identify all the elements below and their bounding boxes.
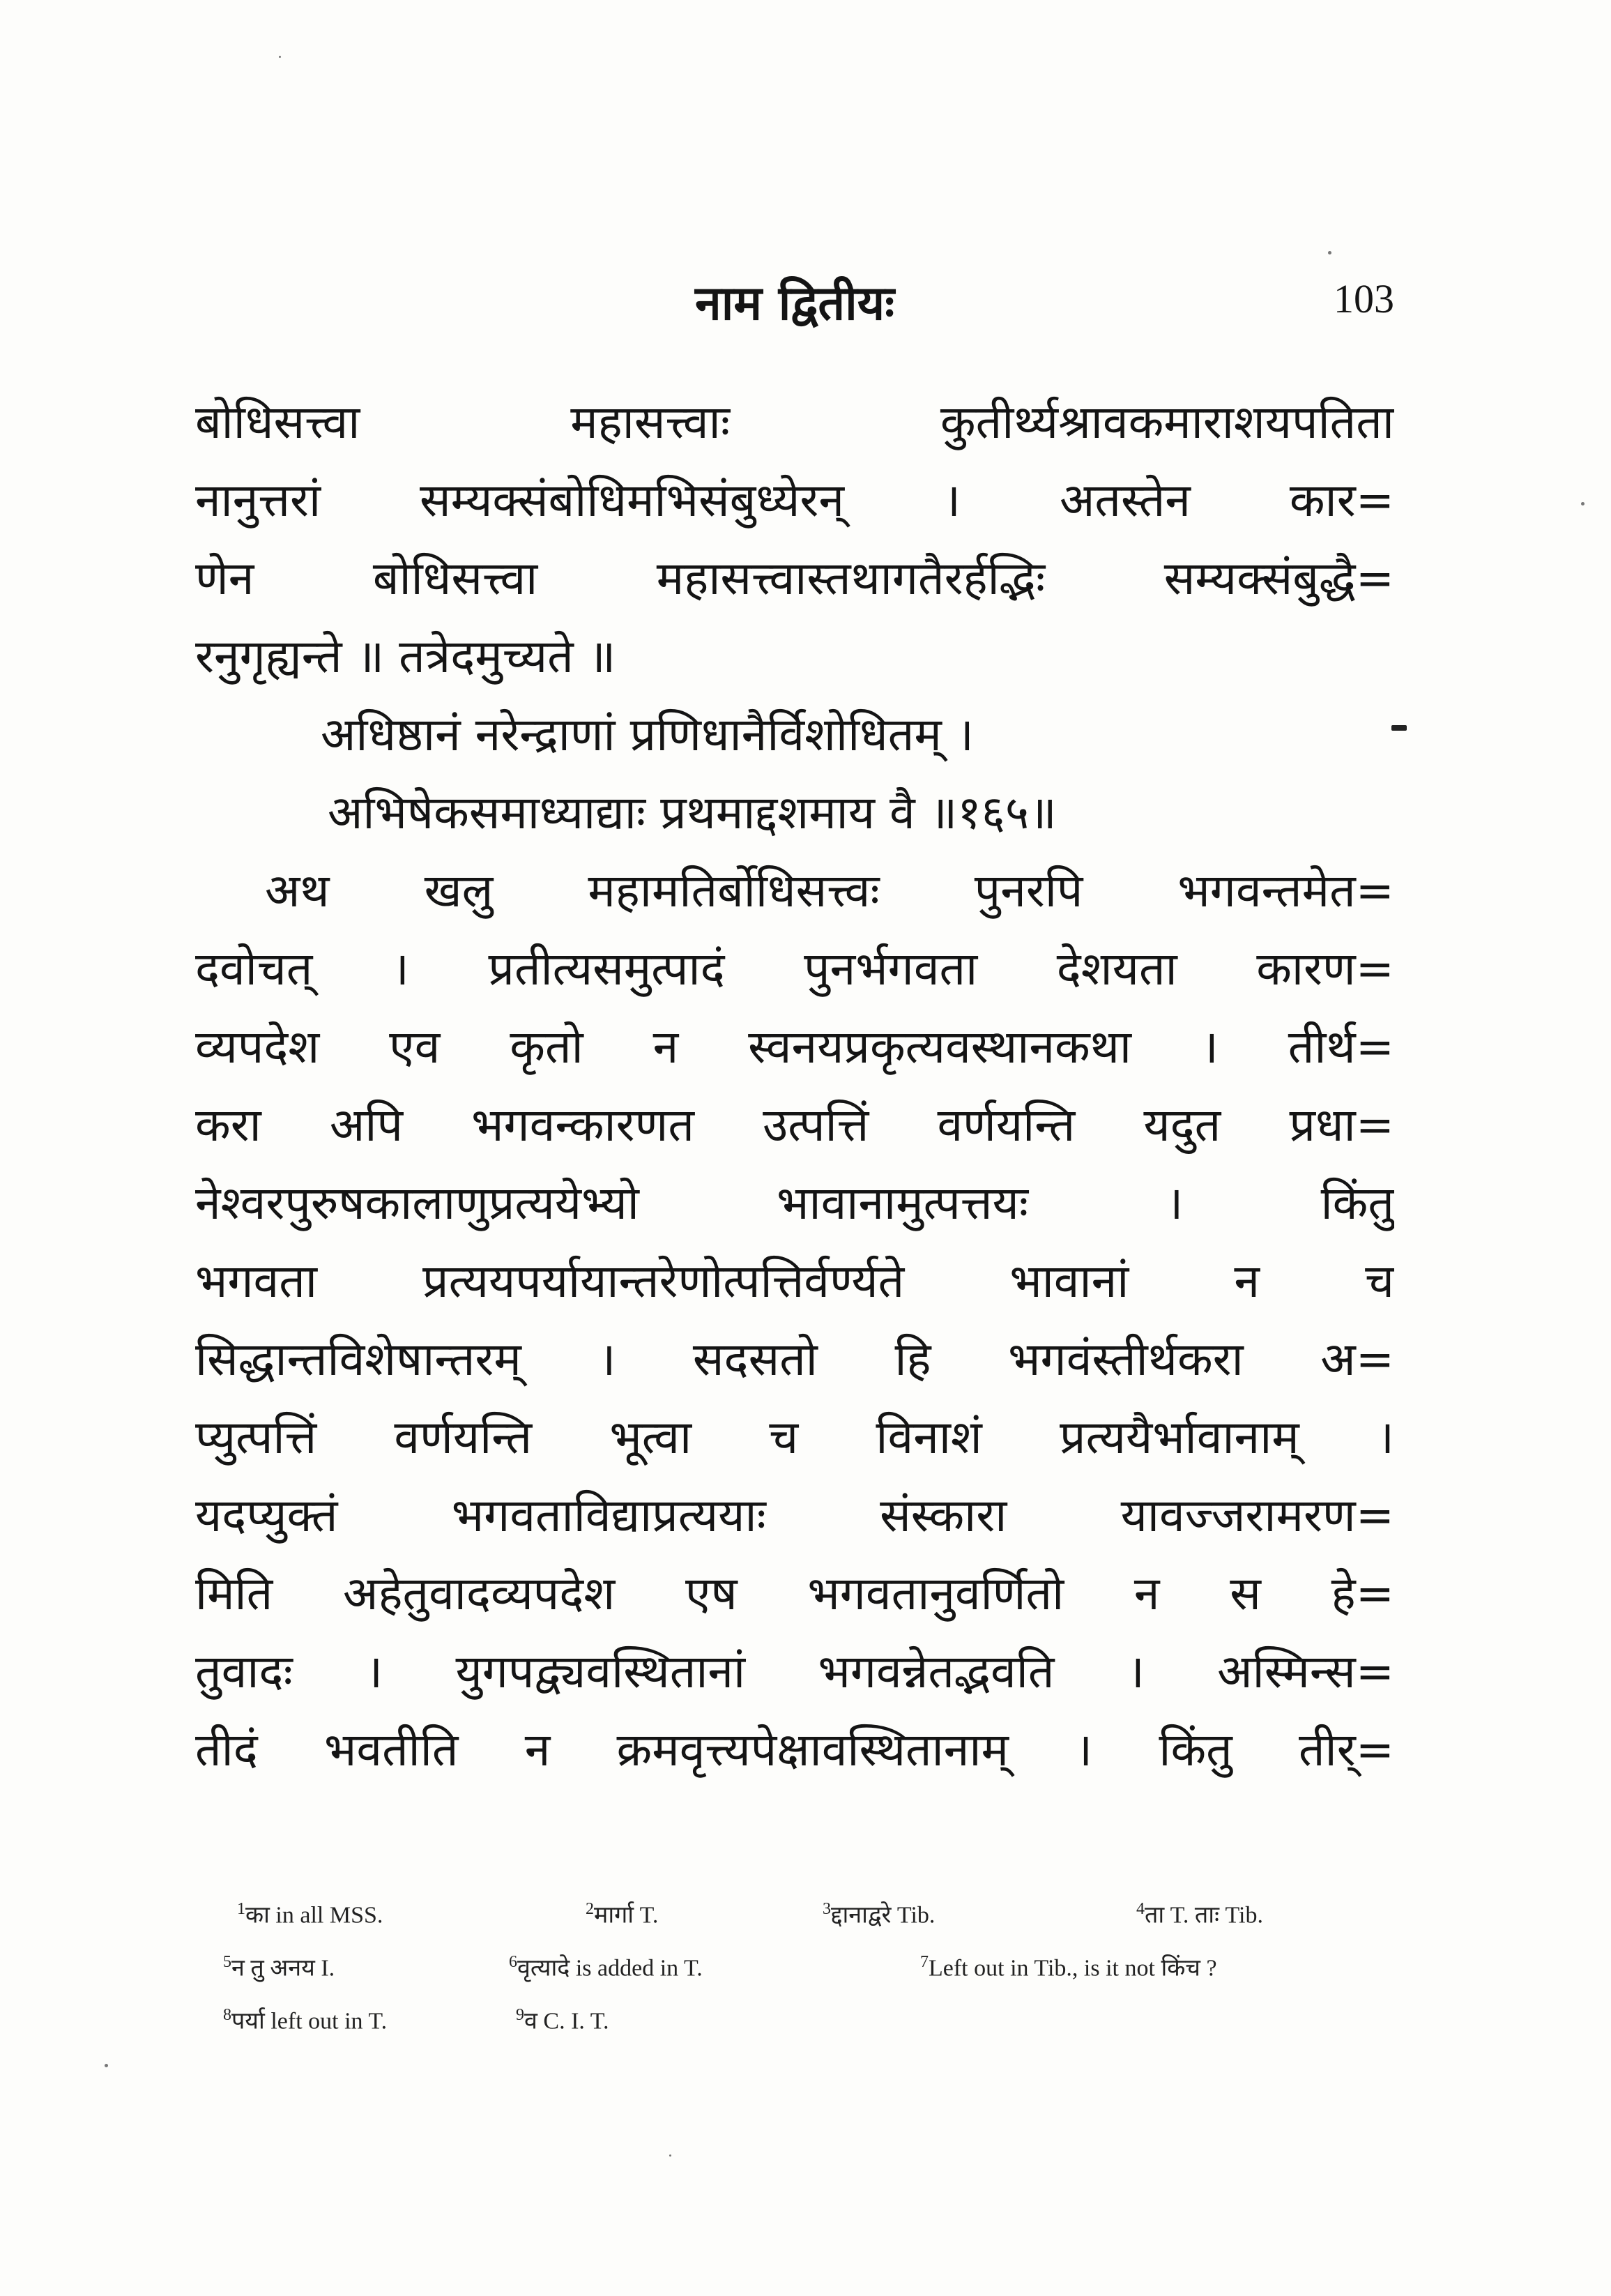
scan-speck <box>1581 502 1585 505</box>
footnote <box>223 1989 387 2048</box>
footnote <box>237 1883 383 1942</box>
text-line: भगवता प्रत्ययपर्यायान्तरेणोत्पत्तिर्वर्ण्यते भावानां न च <box>195 1254 1394 1308</box>
footnote-row <box>223 1989 1422 2042</box>
main-text <box>195 383 1394 1789</box>
footnote <box>586 1883 658 1942</box>
footnote-text: ता T. ताः Tib. <box>1145 1902 1264 1929</box>
footnote-number: 6 <box>509 1953 517 1971</box>
scan-speck <box>279 56 281 58</box>
footnote <box>223 1936 335 1995</box>
verse-line: अधिष्ठानं नरेन्द्राणां प्रणिधानैर्विशोधितम् । <box>321 708 974 761</box>
text-line: नेश्वरपुरुषकालाणुप्रत्ययेभ्यो भावानामुत्पत्तयः । किंतु <box>195 1176 1394 1230</box>
footnote-text: द्दानाद्वरे Tib. <box>831 1902 936 1929</box>
text-line: व्यपदेश एव कृतो न स्वनयप्रकृत्यवस्थानकथा । तीर्थ= <box>195 1020 1394 1074</box>
text-line: मिति अहेतुवादव्यपदेश एष भगवतानुवर्णितो न स हे= <box>195 1567 1394 1620</box>
verse-line: अभिषेकसमाध्याद्याः प्रथमाद्दशमाय वै ॥१६५॥ <box>328 786 1057 839</box>
scan-speck <box>105 2064 108 2067</box>
footnote-text: Left out in Tib., is it not किंच ? <box>929 1955 1217 1982</box>
text-line: णेन बोधिसत्त्वा महासत्त्वास्तथागतैरर्हद्भिः सम्यक्संबुद्धै= <box>195 552 1394 605</box>
scan-speck <box>1391 725 1407 731</box>
footnote-text: व C. I. T. <box>524 2008 609 2035</box>
footnote-number: 8 <box>223 2006 231 2024</box>
running-title: नाम द्वितीयः <box>695 275 894 331</box>
text-line: अथ खलु महामतिर्बोधिसत्त्वः पुनरपि भगवन्तमेत= <box>265 864 1394 918</box>
text-line: नानुत्तरां सम्यक्संबोधिमभिसंबुध्येरन् । अतस्तेन कार= <box>195 473 1394 527</box>
footnote-number: 1 <box>237 1900 245 1918</box>
footnote <box>920 1936 1217 1995</box>
footnote-number: 2 <box>586 1900 594 1918</box>
text-line: बोधिसत्त्वा महासत्त्वाः कुतीर्थ्यश्रावकमाराशयपतिता <box>195 395 1394 449</box>
text-line: प्युत्पत्तिं वर्णयन्ति भूत्वा च विनाशं प्रत्ययैर्भावानाम् । <box>195 1411 1394 1464</box>
footnote-number: 7 <box>920 1953 929 1971</box>
footnote-text: मार्गा T. <box>594 1902 659 1929</box>
page-number: 103 <box>1334 276 1394 321</box>
footnote-text: न तु अनय I. <box>231 1955 335 1982</box>
footnote-row <box>237 1883 1422 1936</box>
footnote-row <box>223 1936 1422 1989</box>
footnote <box>509 1936 703 1995</box>
footnote-text: का in all MSS. <box>245 1902 383 1929</box>
text-line: यदप्युक्तं भगवताविद्याप्रत्ययाः संस्कारा यावज्जरामरण= <box>195 1489 1394 1542</box>
footnotes <box>223 1883 1422 2042</box>
text-line: रनुगृह्यन्ते ॥ तत्रेदमुच्यते ॥ <box>195 630 616 683</box>
page-header <box>195 268 1394 345</box>
scan-speck <box>1328 251 1331 254</box>
text-line: तीदं भवतीति न क्रमवृत्त्यपेक्षावस्थितानाम् । किंतु तीर्= <box>195 1723 1394 1777</box>
text-line: तुवादः । युगपद्व्यवस्थितानां भगवन्नेतद्भवति । अस्मिन्स= <box>195 1645 1394 1698</box>
text-line: दवोचत् । प्रतीत्यसमुत्पादं पुनर्भगवता देशयता कारण= <box>195 942 1394 996</box>
footnote <box>516 1989 609 2048</box>
footnote <box>823 1883 935 1942</box>
footnote-text: पर्या left out in T. <box>231 2008 388 2035</box>
scan-speck <box>669 2154 671 2157</box>
text-line: करा अपि भगवन्कारणत उत्पत्तिं वर्णयन्ति यदुत प्रधा= <box>195 1098 1394 1152</box>
text-line: सिद्धान्तविशेषान्तरम् । सदसतो हि भगवंस्तीर्थकरा अ= <box>195 1332 1394 1386</box>
footnote-number: 9 <box>516 2006 524 2024</box>
footnote-number: 5 <box>223 1953 231 1971</box>
footnote-text: वृत्यादे is added in T. <box>517 1955 703 1982</box>
footnote-number: 4 <box>1136 1900 1145 1918</box>
footnote <box>1136 1883 1263 1942</box>
footnote-number: 3 <box>823 1900 831 1918</box>
